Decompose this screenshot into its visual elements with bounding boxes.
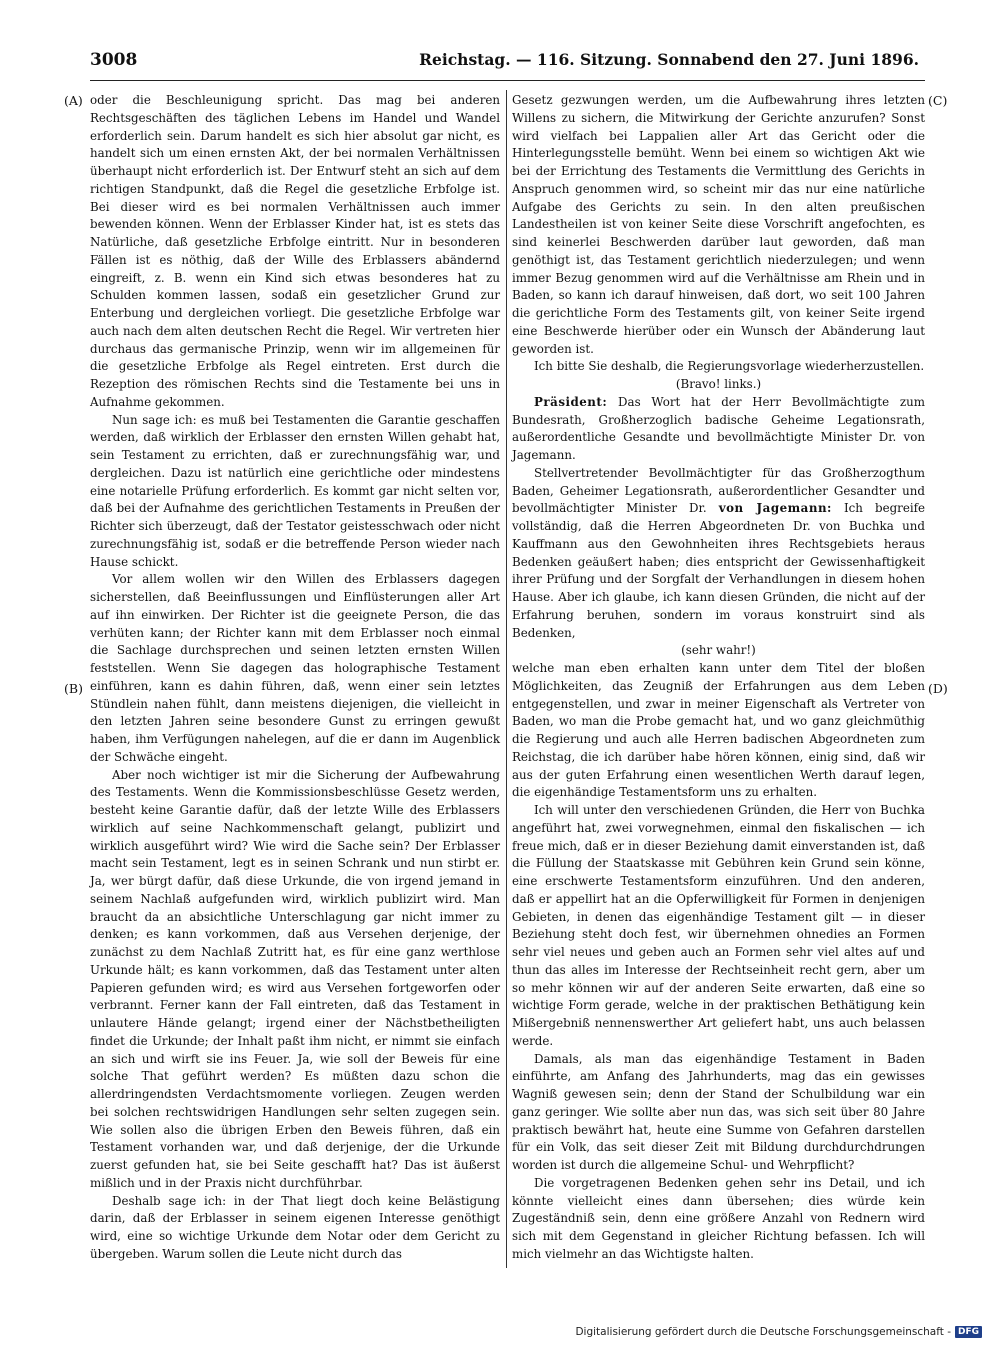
- page-number: 3008: [90, 50, 138, 70]
- right-paragraph-6: Die vorgetragenen Bedenken gehen sehr ins Detail, und ich könnte vielleicht eines dann übersehen; dies würde kein Zugeständniß sein, denn eine größere Anzahl von Rednern wird sich mit dem Gegenstand in gleicher Richtung befassen. Ich will mich vielmehr an das Wichtigste halten.: [512, 1175, 925, 1261]
- applause-bravo: (Bravo! links.): [675, 377, 762, 391]
- left-paragraph-4: Aber noch wichtiger ist mir die Sicherung der Aufbewahrung des Testaments. Wenn die Kommissionsbeschlüsse Gesetz werden, besteht keine Garantie dafür, daß der letzte Wille des Erblassers wirklich auf seine Nachkommenschaft gelangt, publizirt und wirklich ausgeführt wird? Wie wird die Sache sein? Der Erblasser macht sein Testament, legt es in seinen Schrank und nun stirbt er. Ja, wer bürgt dafür, daß diese Urkunde, die von irgend jemand in seinem Nachlaß aufgefunden wird, wirklich publizirt wird. Man braucht da an absichtliche Unterschlagung gar nicht immer zu denken; es kann vorkommen, daß aus Versehen derjenige, der zunächst zu dem Nachlaß Zutritt hat, es für eine ganz werthlose Urkunde hält; es kann vorkommen, daß das Testament unter alten Papieren gefunden wird; es wird aus Versehen fortgeworfen oder verbrannt. Ferner kann der Fall eintreten, daß das Testament in unlautere Hände gelangt; irgend einer der Nächstbetheiligten findet die Urkunde; der Inhalt paßt ihm nicht, er nimmt sie einfach an sich und wirft sie ins Feuer. Ja, wie soll der Beweis für eine solche That geführt werden? Es müßten dazu schon die allerdringendsten Verdachtsmomente vorliegen. Zeugen werden bei solchen rechtswidrigen Handlungen sehr selten zugegen sein. Wie sollen also die übrigen Erben den Beweis führen, daß ein Testament vorhanden war, und daß derjenige, der die Urkunde zuerst gefunden hat, sie bei Seite geschafft hat? Das ist äußerst mißlich und in der Praxis nicht durchführbar.: [90, 767, 500, 1190]
- president-text: Das Wort hat der Herr Bevollmächtigte zum Bundesrath, Großherzoglich badische Geheime Legationsrath, außerordentliche Gesandte und bevollmächtigte Minister Dr. von Jagemann.: [512, 394, 926, 462]
- right-paragraph-3: welche man eben erhalten kann unter dem Titel der bloßen Möglichkeiten, das Zeugniß der Erfahrungen aus dem Leben entgegenstellen, und zwar in meiner Eigenschaft als Vertreter von Baden, wo man die Probe gemacht hat, und wo ganz gleichmüthig die Regierung und auch alle Herren badischen Abgeordneten zum Reichstag, die ich darüber habe hören können, einig sind, daß wir aus der guten Erfahrung einen wesentlichen Werth darauf legen, die eigenhändige Testamentsform uns zu erhalten.: [512, 661, 925, 800]
- digitization-footer: [575, 1323, 982, 1341]
- speaker-text: Ich begreife vollständig, daß die Herren Abgeordneten Dr. von Buchka und Kauffmann aus den Gewohnheiten ihres Rechtsgebiets heraus Bedenken geäußert haben; dies entspricht der Gewissenhaftigkeit ihrer Prüfung und der Sorgfalt der Verhandlungen in diesem hohen Hause. Aber ich glaube, ich kann diesen Gründen, die nicht auf der Erfahrung beruhen, sondern im voraus konstruirt sind als Bedenken,: [512, 501, 926, 640]
- margin-mark-d: (D): [928, 681, 948, 696]
- president-paragraph: [512, 394, 925, 465]
- right-column: [512, 92, 925, 1264]
- speaker-intro: Stellvertretender Bevollmächtigter für das Großherzogthum Baden, Geheimer Legationsrath, außerordentlicher Gesandter und bevollmächtigter Minister Dr.: [512, 465, 925, 516]
- left-paragraph-2: Nun sage ich: es muß bei Testamenten die Garantie geschaffen werden, daß wirklich der Erblasser den ernsten Willen gehabt hat, sein Testament zu errichten, daß er zurechnungsfähig war, und dergleichen. Dazu ist natürlich eine gerichtliche oder mindestens eine notarielle Prüfung erforderlich. Es kommt gar nicht selten vor, daß bei der Aufnahme des gerichtlichen Testaments in Preußen der Richter sich überzeugt, daß der Testator geistesschwach oder nicht zurechnungsfähig ist, sodaß er die betreffende Person wieder nach Hause schickt.: [90, 412, 500, 569]
- dfg-logo: DFG: [955, 1326, 982, 1338]
- right-paragraph-5: Damals, als man das eigenhändige Testament in Baden einführte, am Anfang des Jahrhunderts, mag das ein gewisses Wagniß gewesen sein; denn der Stand der Schulbildung war ein ganz geringer. Wie sollte aber nun das, was sich seit über 80 Jahre praktisch bewährt hat, heute eine Summe von Gefahren darstellen für ein Volk, das seit dieser Zeit mit Bildung durchdurchdrungen worden ist durch die allgemeine Schul- und Wehrpflicht?: [512, 1051, 925, 1172]
- page-header: [90, 50, 925, 81]
- left-paragraph-5: Deshalb sage ich: in der That liegt doch keine Belästigung darin, daß der Erblasser in seinem eigenen Interesse genöthigt wird, eine so wichtige Urkunde dem Notar oder dem Gericht zu übergeben. Warum sollen die Leute nicht durch das: [90, 1193, 500, 1261]
- president-speaker-label: Präsident:: [534, 394, 608, 409]
- margin-mark-b: (B): [64, 681, 83, 696]
- speaker-paragraph: [512, 465, 925, 643]
- left-column: [90, 92, 500, 1264]
- running-head: Reichstag. — 116. Sitzung. Sonnabend den 27. Juni 1896.: [419, 50, 919, 69]
- margin-mark-c: (C): [928, 93, 948, 108]
- right-paragraph-1: Gesetz gezwungen werden, um die Aufbewahrung ihres letzten Willens zu sichern, die Mitwirkung der Gerichte anzurufen? Sonst wird vielfach bei Lappalien aller Art das Gericht oder die Hinterlegungsstelle bemüht. Wenn bei einem so wichtigen Akt wie bei der Errichtung des Testaments die Vermittlung des Gerichts in Anspruch genommen wird, so scheint mir das nur eine natürliche Aufgabe des Gerichts zu sein. In den alten preußischen Landestheilen ist von keiner Seite diese Vorschrift angefochten, es sind keinerlei Beschwerden darüber laut geworden, daß man genöthigt ist, das Testament gerichtlich niederzulegen; und wenn immer Bezug genommen wird auf die Verhältnisse am Rhein und in Baden, so kann ich darauf hinweisen, daß dort, wo seit 100 Jahren die gerichtliche Form des Testaments gilt, von keiner Seite irgend eine Beschwerde hierüber oder ein Wunsch der Abänderung laut geworden ist.: [512, 93, 925, 356]
- left-paragraph-1: oder die Beschleunigung spricht. Das mag bei anderen Rechtsgeschäften des täglichen Lebens im Handel und Wandel erforderlich sein. Darum handelt es sich hier absolut gar nicht, es handelt sich um einen ernsten Akt, der bei normalen Verhältnissen überhaupt nicht erforderlich ist. Der Entwurf steht an sich auf dem richtigen Standpunkt, daß die Regel die gesetzliche Erbfolge ist. Bei dieser wird es bei normalen Verhältnissen auch immer bewenden können. Wenn der Erblasser Kinder hat, ist es stets das Natürliche, daß gesetzliche Erbfolge eintritt. Nur in besonderen Fällen ist es nöthig, daß der Wille des Erblassers abändernd eingreift, z. B. wenn ein Kind sich etwas besonderes hat zu Schulden kommen lassen, sodaß ein gesetzlicher Grund zur Enterbung und dergleichen vorliegt. Die gesetzliche Erbfolge war auch nach dem alten deutschen Recht die Regel. Wir vertreten hier durchaus das germanische Prinzip, wenn wir im allgemeinen für die gesetzliche Erbfolge als Regel eintreten. Erst durch die Rezeption des römischen Rechts sind die Testamente bei uns in Aufnahme gekommen.: [90, 93, 500, 409]
- right-paragraph-4: Ich will unter den verschiedenen Gründen, die Herr von Buchka angeführt hat, zwei vorwegnehmen, einmal den fiskalischen — ich freue mich, daß er in dieser Beziehung damit einverstanden ist, daß die Füllung der Staatskasse mit Gebühren kein Grund sein könne, eine erschwerte Testamentsform einzuführen. Und den anderen, daß er appellirt hat an die Opferwilligkeit für Formen in denjenigen Gebieten, in denen das eigenhändige Testament gilt — in dieser Beziehung steht doch fest, wir übernehmen ohnedies an Formen sehr viel neues und geben auch an Formen sehr viel altes auf und thun das alles im Interesse der Rechtseinheit recht gern, aber um so mehr können wir auf der anderen Seite erwarten, daß eine so wichtige Form gerade, welche in der praktischen Bethätigung kein Mißergebniß nennenswerther Art geliefert habt, uns auch belassen werde.: [512, 803, 925, 1048]
- margin-mark-a: (A): [64, 93, 83, 108]
- column-divider: [506, 90, 507, 1268]
- speaker-name: von Jagemann:: [718, 501, 832, 516]
- left-paragraph-3: Vor allem wollen wir den Willen des Erblassers dagegen sicherstellen, daß Beeinflussungen und Einflüsterungen aller Art auf ihn einwirken. Der Richter ist die geeignete Person, die das verhüten kann; der Richter kann mit dem Erblasser noch einmal die Sachlage durchsprechen und seinen letzten ernsten Willen feststellen. Wenn Sie dagegen das holographische Testament einführen, kann es dahin führen, daß, wenn einer sein letztes Stündlein nahen fühlt, dann meistens diejenigen, die vielleicht in den letzten Jahren seine besondere Gunst zu erringen gewußt haben, ihm Verfügungen nahelegen, auf die er dann im Augenblick der Schwäche eingeht.: [90, 572, 500, 764]
- applause-sehr-wahr: (sehr wahr!): [681, 643, 756, 658]
- footer-credit: Digitalisierung gefördert durch die Deutsche Forschungsgemeinschaft -: [575, 1326, 951, 1338]
- right-paragraph-2: Ich bitte Sie deshalb, die Regierungsvorlage wiederherzustellen.: [534, 359, 925, 374]
